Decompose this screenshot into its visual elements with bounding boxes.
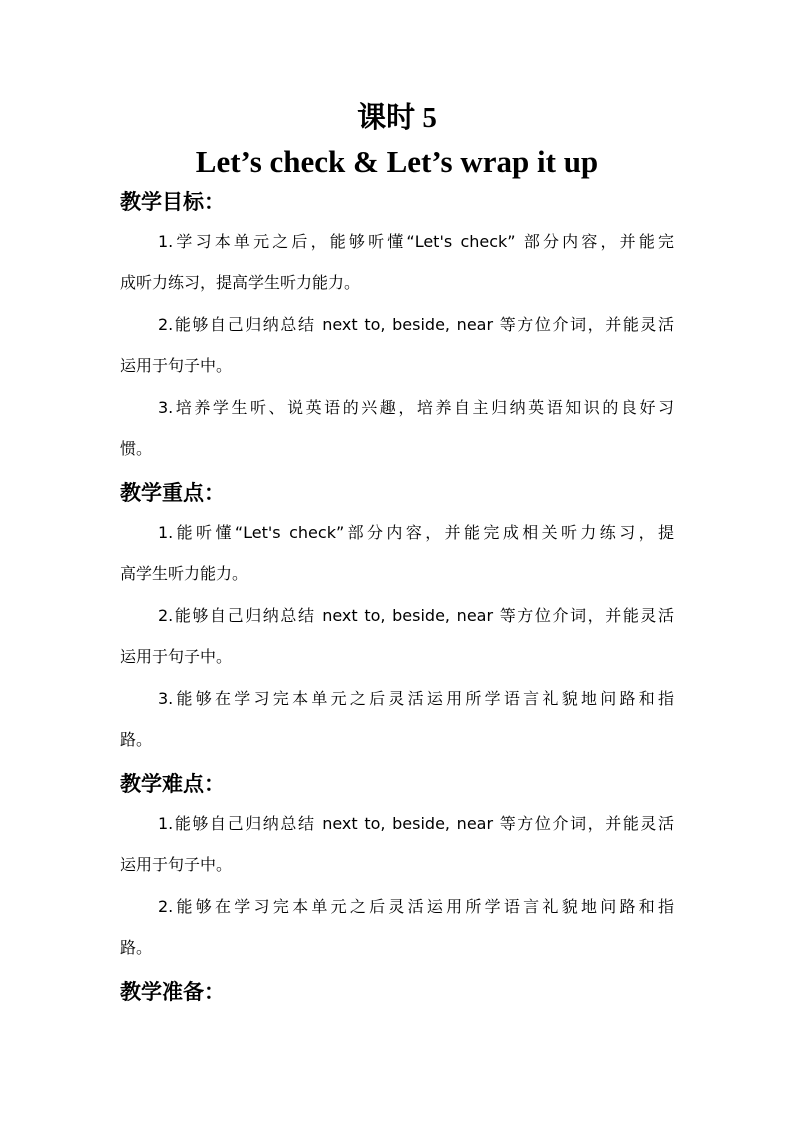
key-point-3-line-1: 3.能够在学习完本单元之后灵活运用所学语言礼貌地问路和指	[158, 689, 674, 708]
lesson-subtitle: Let’s check & Let’s wrap it up	[195, 144, 599, 179]
difficulty-1-line-2: 运用于句子中。	[120, 855, 233, 874]
objective-3-line-2: 惯。	[120, 439, 153, 458]
section-heading-difficulties: 教学难点：	[120, 772, 225, 796]
objective-3-line-1: 3.培养学生听、说英语的兴趣，培养自主归纳英语知识的良好习	[158, 398, 674, 417]
difficulty-2-line-2: 路。	[120, 938, 153, 957]
key-point-2-line-1: 2.能够自己归纳总结 next to, beside, near 等方位介词，并能灵活	[158, 606, 674, 625]
section-heading-key-points: 教学重点：	[120, 481, 225, 505]
difficulty-2-line-1: 2.能够在学习完本单元之后灵活运用所学语言礼貌地问路和指	[158, 897, 674, 916]
objective-2-line-2: 运用于句子中。	[120, 356, 233, 375]
lesson-title: 课时 5	[357, 102, 437, 134]
objective-1-line-2: 成听力练习，提高学生听力能力。	[120, 273, 361, 292]
section-heading-objectives: 教学目标：	[120, 190, 225, 214]
section-heading-preparation: 教学准备：	[120, 980, 225, 1004]
objective-2-line-1: 2.能够自己归纳总结 next to, beside, near 等方位介词，并能灵活	[158, 315, 674, 334]
key-point-2-line-2: 运用于句子中。	[120, 647, 233, 666]
key-point-3-line-2: 路。	[120, 730, 153, 749]
key-point-1-line-1: 1.能听懂“Let's check”部分内容，并能完成相关听力练习，提	[158, 523, 674, 542]
difficulty-1-line-1: 1.能够自己归纳总结 next to, beside, near 等方位介词，并能灵活	[158, 814, 674, 833]
key-point-1-line-2: 高学生听力能力。	[120, 564, 249, 583]
objective-1-line-1: 1.学习本单元之后，能够听懂“Let's check” 部分内容，并能完	[158, 232, 674, 251]
